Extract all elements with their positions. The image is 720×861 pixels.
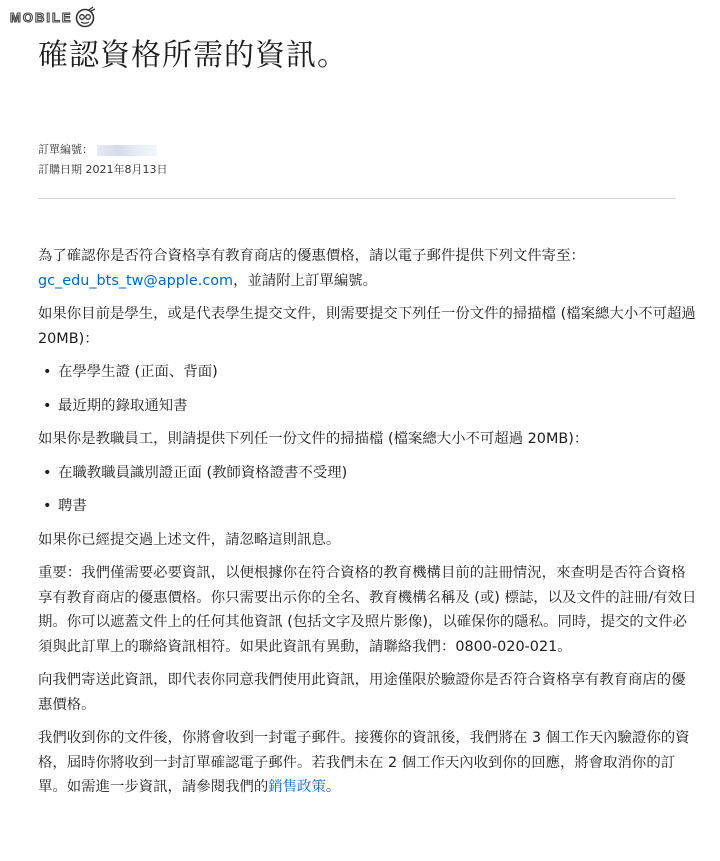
order-date-label: 訂購日期 [38, 163, 82, 176]
ignore-paragraph: 如果你已經提交過上述文件，請忽略這則訊息。 [38, 531, 341, 548]
student-paragraph: 如果你目前是學生，或是代表學生提交文件，則需要提交下列任一份文件的掃描檔 (檔案總大小不可超過 20MB)： [38, 306, 696, 347]
list-item: • 最近期的錄取通知書 [38, 394, 698, 419]
verification-text: 我們收到你的文件後，你將會收到一封電子郵件。接獲你的資訊後，我們將在 3 個工作天內驗證你的資格，屆時你將收到一封訂單確認電子郵件。若我們未在 2 個工作天內收到你的回應，將會取消你的訂單。如需進一步資訊，請參閱我們的 [38, 730, 690, 795]
intro-tail: ，並請附上訂單編號。 [233, 272, 377, 289]
order-info [38, 140, 168, 180]
watermark-text: MOBILE [10, 9, 73, 25]
student-document-list [38, 360, 698, 418]
redacted-order-number [97, 145, 157, 156]
list-item: • 在職教職員識別證正面 (教師資格證書不受理) [38, 461, 698, 486]
list-item: • 聘書 [38, 494, 698, 519]
order-date-row [38, 160, 168, 180]
staff-document-list [38, 461, 698, 519]
consent-paragraph: 向我們寄送此資訊，即代表你同意我們使用此資訊，用途僅限於驗證你是否符合資格享有教育商店的優惠價格。 [38, 672, 686, 713]
list-item: • 在學學生證 (正面、背面) [38, 360, 698, 385]
intro-paragraph [38, 244, 698, 293]
message-body [38, 244, 698, 809]
intro-text: 為了確認你是否符合資格享有教育商店的優惠價格，請以電子郵件提供下列文件寄至： [38, 248, 585, 264]
verification-paragraph [38, 726, 698, 800]
order-number-row [38, 140, 168, 160]
staff-paragraph: 如果你是教職員工，則請提供下列任一份文件的掃描檔 (檔案總大小不可超過 20MB)： [38, 431, 589, 447]
email-link[interactable]: gc_edu_bts_tw@apple.com [38, 272, 234, 289]
page-title: 確認資格所需的資訊。 [38, 38, 348, 73]
watermark [10, 6, 96, 28]
order-date-value: 2021年8月13日 [85, 163, 168, 176]
mobile01-logo-icon [74, 6, 96, 28]
divider [38, 198, 676, 199]
important-paragraph: 重要：我們僅需要必要資訊，以便根據你在符合資格的教育機構目前的註冊情況，來查明是否符合資格享有教育商店的優惠價格。你只需要出示你的全名、教育機構名稱及 (或) 標誌，以及文件的註冊/有效日期。你可以遮蓋文件上的任何其他資訊 (包括文字及照片影像)，以確保你的隱私。同時，提交的文件必須與此訂單上的聯絡資訊相符。如果此資訊有異動，請聯絡我們：0800-020-021。 [38, 565, 697, 655]
verification-tail: 。 [325, 779, 341, 795]
order-number-label: 訂單編號： [38, 143, 93, 156]
sales-policy-link[interactable]: 銷售政策 [268, 779, 326, 795]
